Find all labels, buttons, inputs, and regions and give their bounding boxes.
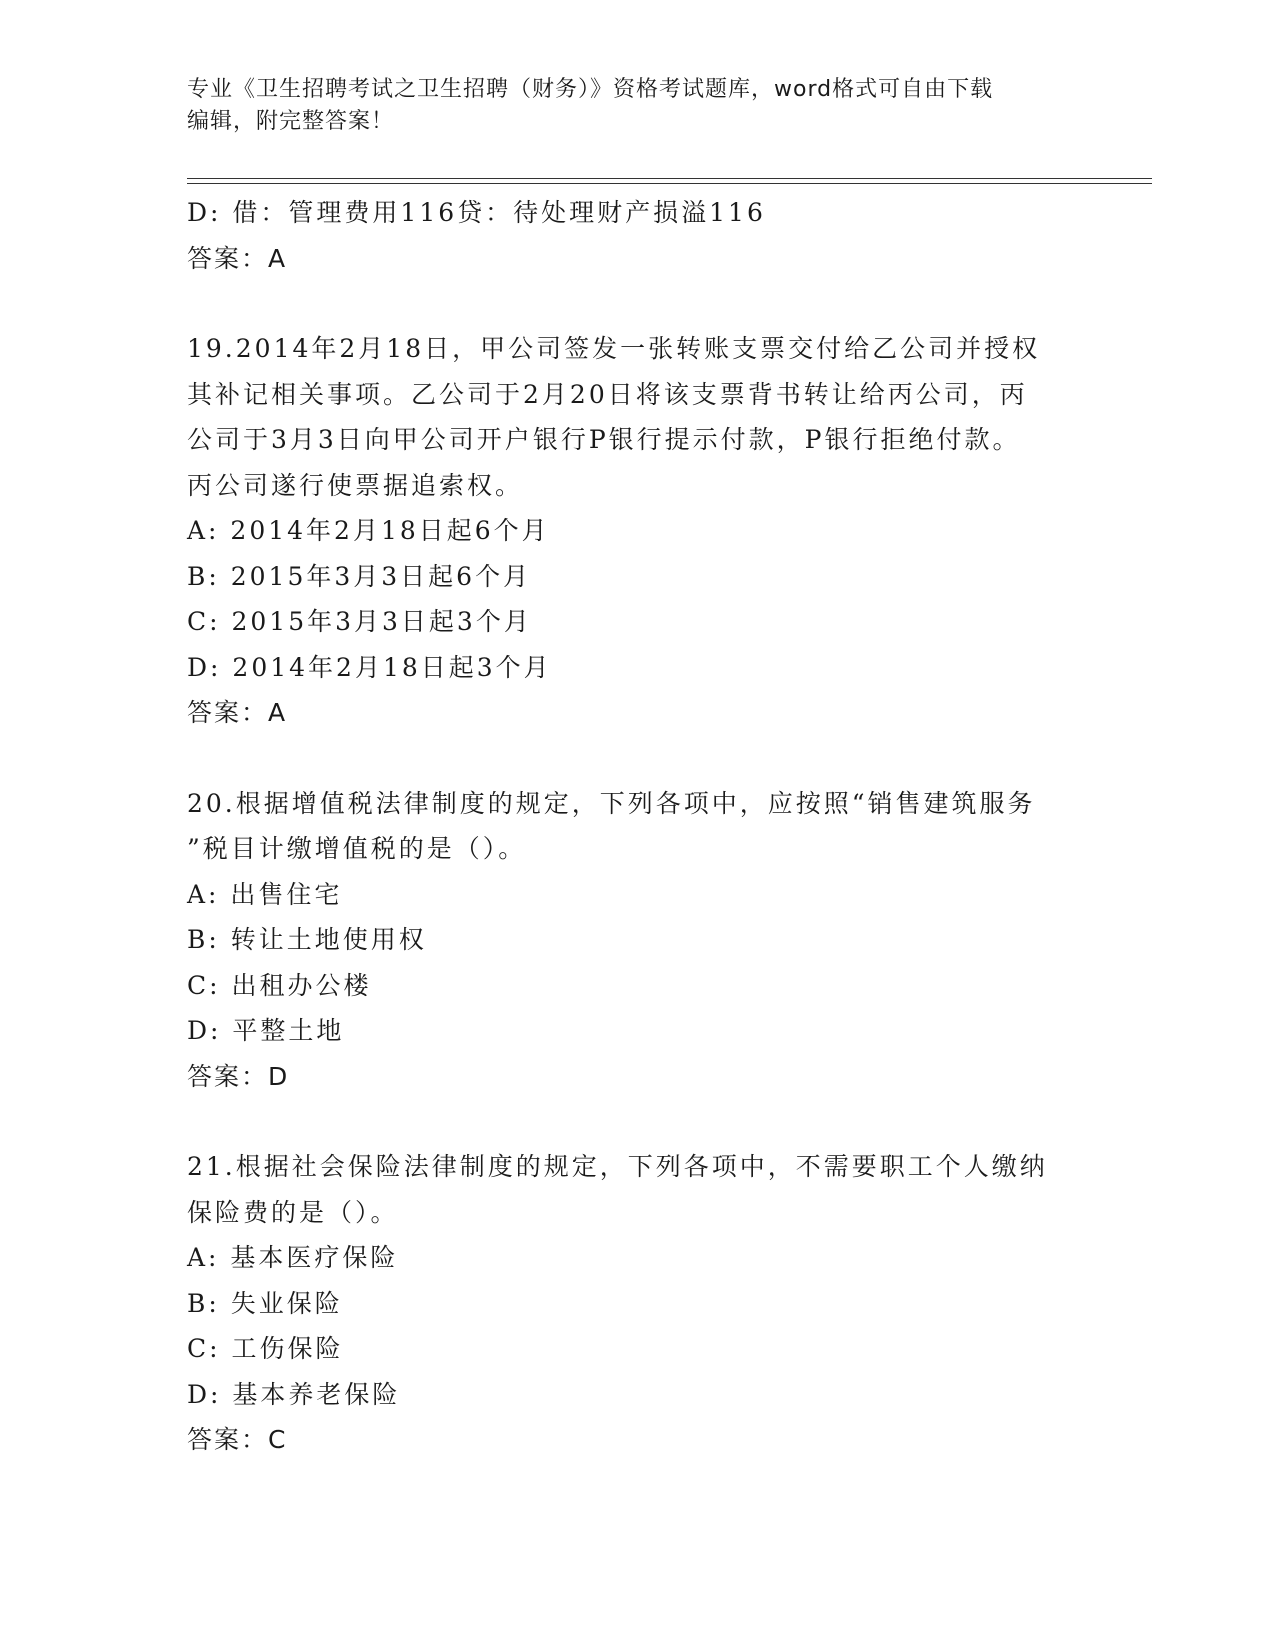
header-line-1: 专业《卫生招聘考试之卫生招聘（财务）》资格考试题库，word格式可自由下载 <box>187 77 994 102</box>
spacer <box>187 736 1087 781</box>
header-line-2: 编辑，附完整答案！ <box>187 109 395 134</box>
option-c: C: 2015年3月3日起3个月 <box>187 607 532 636</box>
question-text-line: 19.2014年2月18日，甲公司签发一张转账支票交付给乙公司并授权 <box>187 334 1041 363</box>
spacer <box>187 1099 1087 1144</box>
option-d: D: 平整土地 <box>187 1016 345 1045</box>
previous-question-tail <box>187 190 1087 281</box>
answer-label: 答案：A <box>187 698 288 727</box>
question-text-line: 其补记相关事项。乙公司于2月20日将该支票背书转让给丙公司，丙 <box>187 379 1028 409</box>
document-header <box>187 74 1087 138</box>
option-a: A: 基本医疗保险 <box>187 1243 399 1272</box>
option-d: D: 基本养老保险 <box>187 1379 401 1409</box>
document-body <box>187 190 1087 1463</box>
header-divider-bottom <box>187 183 1152 184</box>
option-d: D: 2014年2月18日起3个月 <box>187 652 552 682</box>
option-c: C: 工伤保险 <box>187 1334 344 1363</box>
option-b: B: 转让土地使用权 <box>187 925 427 954</box>
option-d: D: 借：管理费用116贷：待处理财产损溢116 <box>187 198 766 227</box>
answer-label: 答案：A <box>187 243 288 273</box>
answer-label: 答案：D <box>187 1061 290 1091</box>
option-b: B: 失业保险 <box>187 1288 343 1318</box>
option-c: C: 出租办公楼 <box>187 970 372 1000</box>
question-text-line: 20.根据增值税法律制度的规定，下列各项中，应按照“销售建筑服务 <box>187 788 1036 818</box>
question-21 <box>187 1144 1087 1463</box>
question-text-line: ”税目计缴增值税的是（）。 <box>187 834 527 863</box>
question-text-line: 丙公司遂行使票据追索权。 <box>187 470 524 500</box>
option-a: A: 出售住宅 <box>187 879 343 909</box>
header-divider-top <box>187 178 1152 179</box>
question-19 <box>187 326 1087 736</box>
question-text-line: 21.根据社会保险法律制度的规定，下列各项中，不需要职工个人缴纳 <box>187 1152 1048 1181</box>
option-b: B: 2015年3月3日起6个月 <box>187 561 532 591</box>
spacer <box>187 281 1087 326</box>
question-20 <box>187 781 1087 1100</box>
option-a: A: 2014年2月18日起6个月 <box>187 516 550 545</box>
answer-label: 答案：C <box>187 1425 288 1454</box>
question-text-line: 公司于3月3日向甲公司开户银行P银行提示付款，P银行拒绝付款。 <box>187 425 1021 454</box>
question-text-line: 保险费的是（）。 <box>187 1197 399 1227</box>
